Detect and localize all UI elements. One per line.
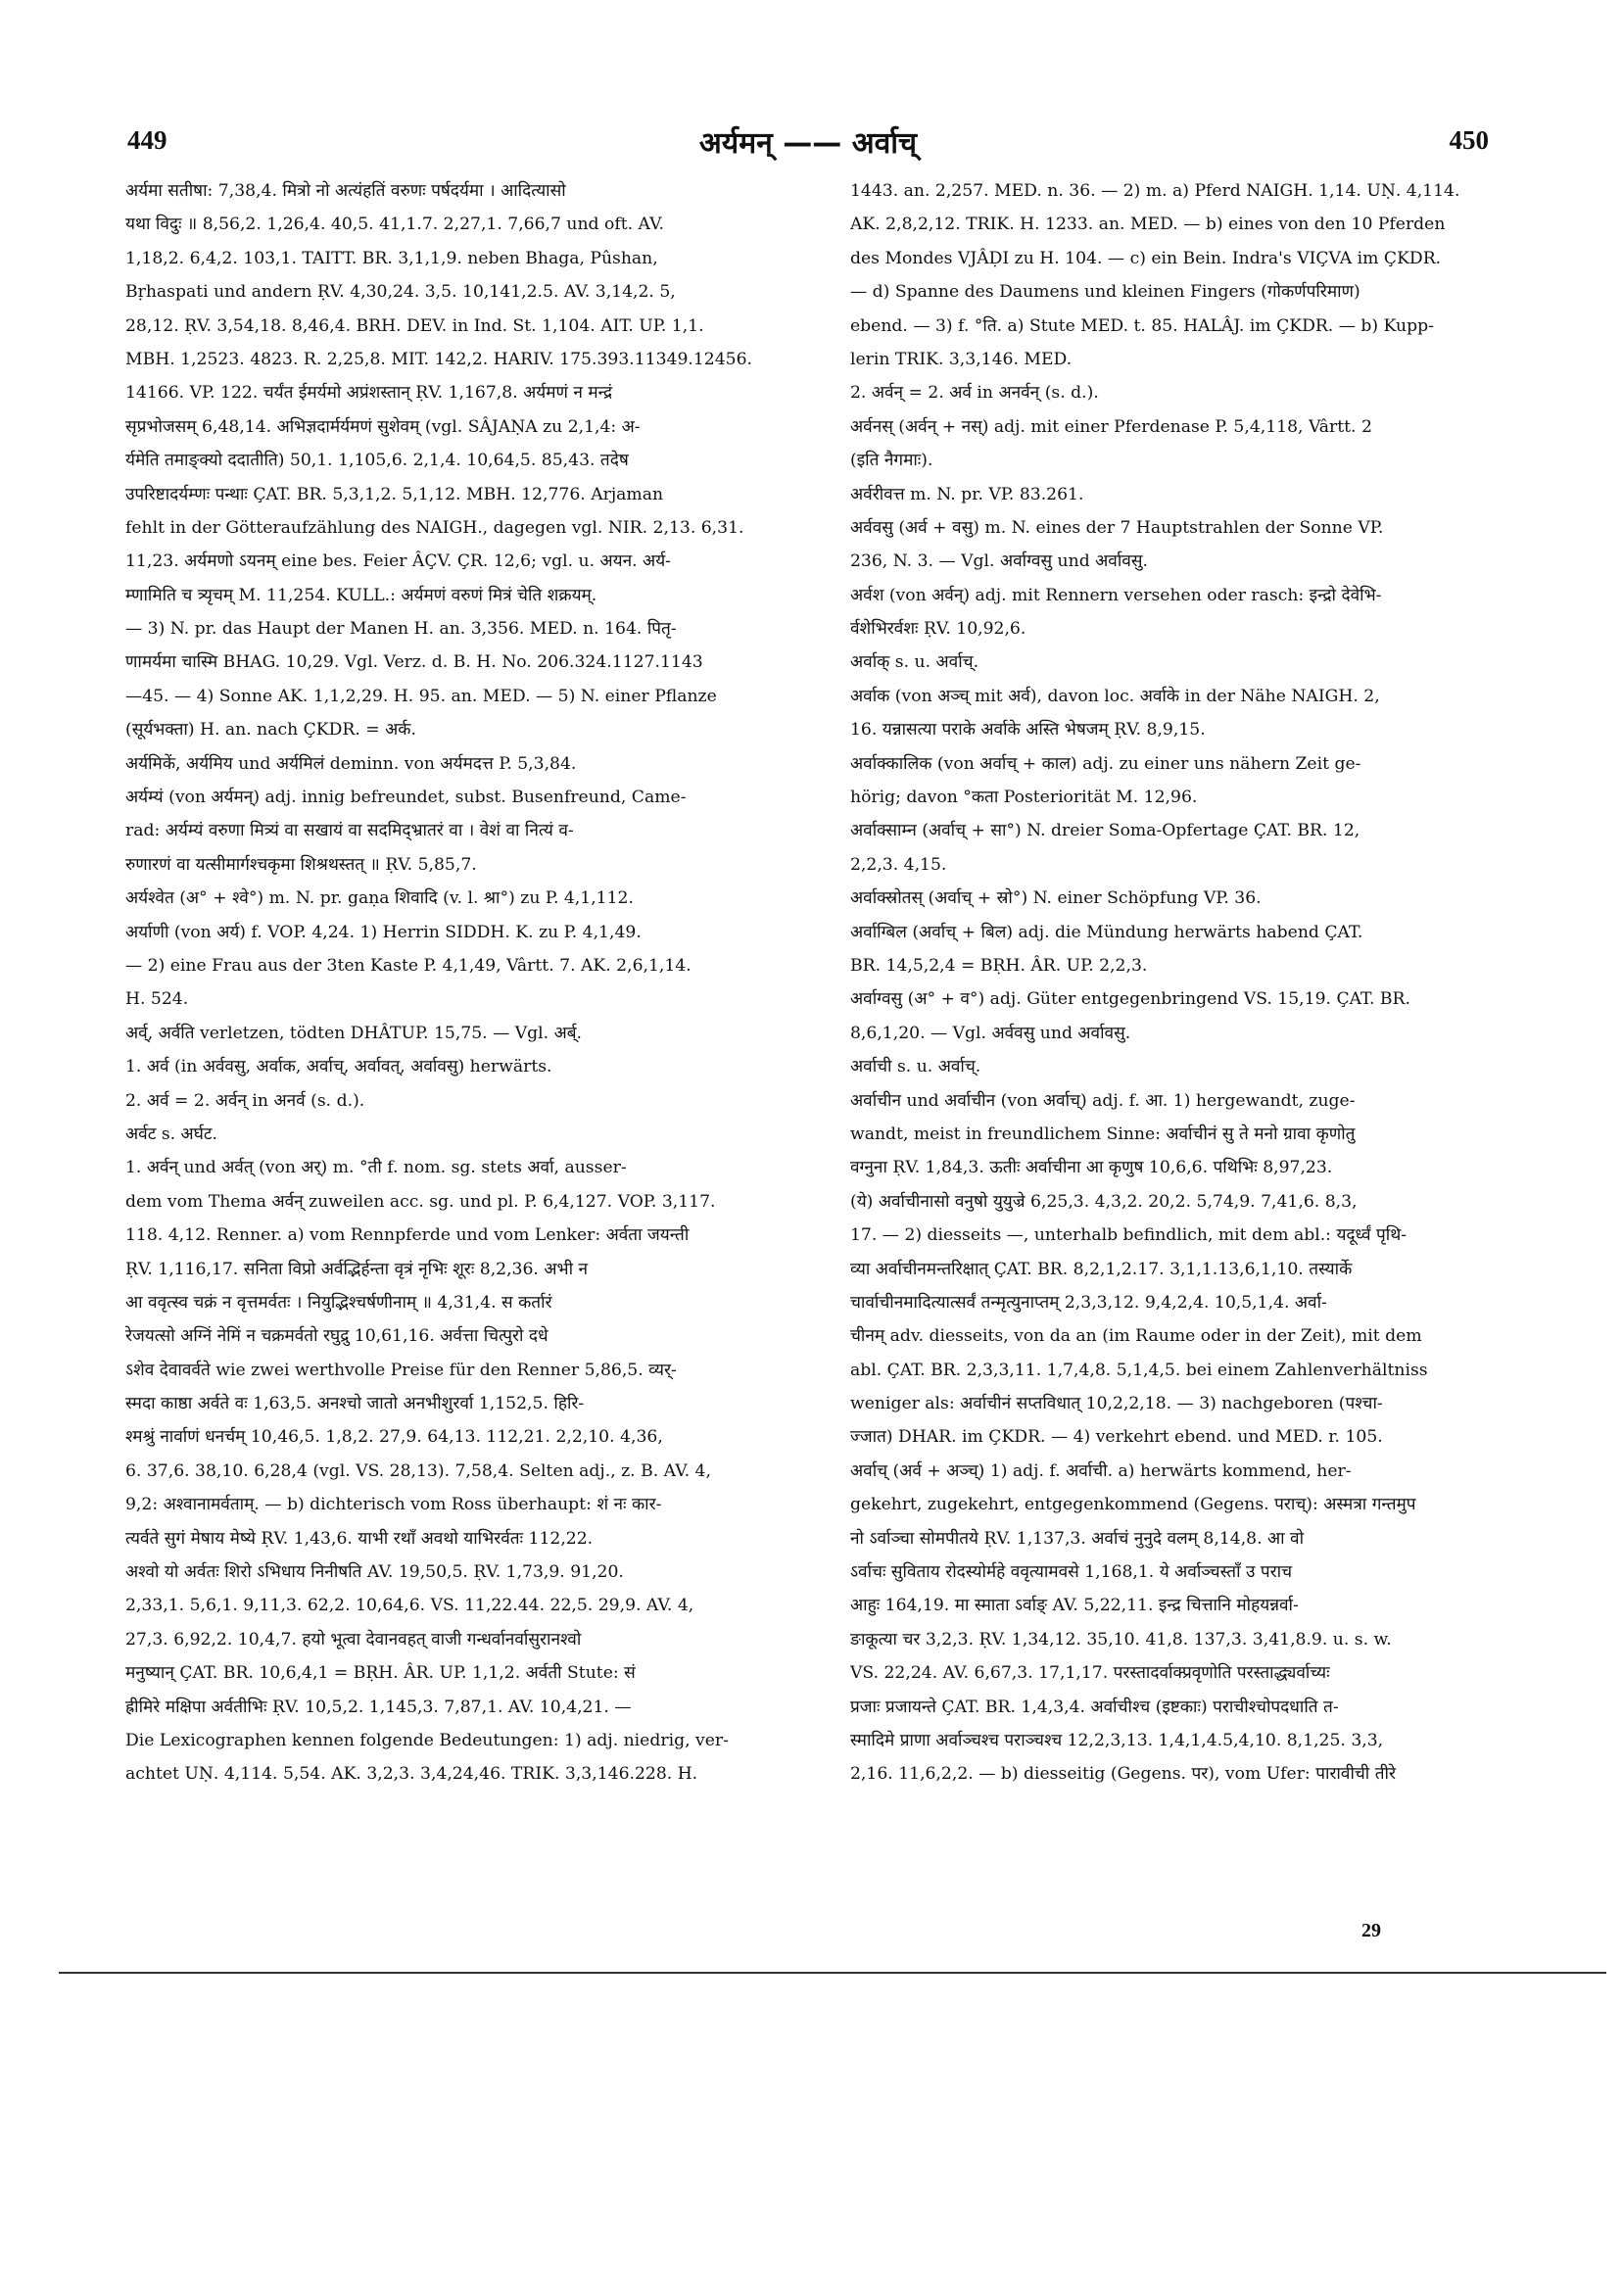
text-line: — 3) N. pr. das Haupt der Manen H. an. 3,356. MED. n. 164. पितृ-	[125, 619, 677, 640]
text-line: त्यर्वते सुगं मेषाय मेष्ये ṚV. 1,43,6. याभी रथाँ अवथो याभिरर्वतः 112,22.	[125, 1528, 594, 1549]
text-line: ज्जात) DHAR. im ÇKDR. — 4) verkehrt ebend. und MED. r. 105.	[850, 1427, 1383, 1448]
text-line: fehlt in der Götteraufzählung des NAIGH., dagegen vgl. NIR. 2,13. 6,31.	[125, 517, 744, 538]
text-line: र्यमेति तमाङ्क्यो ददातीति) 50,1. 1,105,6. 2,1,4. 10,64,5. 85,43. तदेष	[125, 451, 629, 471]
text-line: 6. 37,6. 38,10. 6,28,4 (vgl. VS. 28,13). 7,58,4. Selten adj., z. B. AV. 4,	[125, 1460, 711, 1481]
text-line: ऽशेव देवावर्वते wie zwei werthvolle Preise für den Renner 5,86,5. व्यर्-	[125, 1360, 677, 1380]
text-line: (इति नैगमाः).	[850, 451, 933, 471]
left-column	[125, 174, 816, 1792]
bottom-rule	[59, 1972, 1606, 1974]
text-line: सृप्रभोजसम् 6,48,14. अभिज्ञदार्मर्यमणं सुशेवम् (vgl. SÂJAṆA zu 2,1,4: अ-	[125, 416, 641, 437]
text-line: 1. अर्वन् und अर्वत् (von अर्) m. °ती f. nom. sg. stets अर्वा, ausser-	[125, 1158, 627, 1178]
text-line: 1,18,2. 6,4,2. 103,1. TAITT. BR. 3,1,1,9. neben Bhaga, Pûshan,	[125, 248, 658, 268]
text-line: —45. — 4) Sonne AK. 1,1,2,29. H. 95. an. MED. — 5) N. einer Pflanze	[125, 686, 717, 706]
text-line: abl. ÇAT. BR. 2,3,3,11. 1,7,4,8. 5,1,4,5. bei einem Zahlenverhältniss	[850, 1360, 1428, 1380]
text-line: आहुः 164,19. मा स्माता ऽर्वाङ् AV. 5,22,11. इन्द्र चित्तानि मोहयन्नर्वा-	[850, 1596, 1299, 1616]
text-line: 236, N. 3. — Vgl. अर्वाग्वसु und अर्वावसु.	[850, 551, 1148, 572]
text-line: अर्वश (von अर्वन्) adj. mit Rennern versehen oder rasch: इन्द्रो देवेभि-	[850, 585, 1382, 605]
text-line: wandt, meist in freundlichem Sinne: अर्वाचीनं सु ते मनो ग्रावा कृणोतु	[850, 1124, 1356, 1144]
text-line: अर्ववसु (अर्व + वसु) m. N. eines der 7 Hauptstrahlen der Sonne VP.	[850, 517, 1384, 538]
text-line: स्मदा काष्ठा अर्वते वः 1,63,5. अनश्चो जातो अनभीशुरर्वा 1,152,5. हिरि-	[125, 1394, 585, 1414]
text-line: अर्वाची s. u. अर्वाच्.	[850, 1057, 981, 1077]
text-line: अर्वाग्वसु (अ° + व°) adj. Güter entgegenbringend VS. 15,19. ÇAT. BR.	[850, 989, 1410, 1010]
text-line: व्या अर्वाचीनमन्तरिक्षात् ÇAT. BR. 8,2,1,2.17. 3,1,1.13,6,1,10. तस्यार्के	[850, 1259, 1353, 1279]
text-line: — d) Spanne des Daumens und kleinen Fingers (गोकर्णपरिमाण)	[850, 282, 1360, 303]
text-line: gekehrt, zugekehrt, entgegenkommend (Gegens. पराच्): अस्मत्रा गन्तमुप	[850, 1495, 1416, 1515]
text-line: रेजयत्सो अग्निं नेमिं न चक्रमर्वतो रघुद्रु 10,61,16. अर्वत्ता चित्पुरो दधे	[125, 1326, 549, 1347]
text-line: H. 524.	[125, 989, 189, 1010]
text-line: आ ववृत्स्व चक्रं न वृत्तमर्वतः । नियुद्भिश्चर्षणीनाम् ॥ 4,31,4. स कर्तारं	[125, 1292, 552, 1313]
text-line: weniger als: अर्वाचीनं सप्तविधात् 10,2,2,18. — 3) nachgeboren (पश्चा-	[850, 1394, 1383, 1414]
text-line: ऽर्वाचः सुविताय रोदस्योर्महे ववृत्यामवसे 1,168,1. ये अर्वाञ्चस्ताँ उ पराच	[850, 1562, 1293, 1583]
text-line: AK. 2,8,2,12. TRIK. H. 1233. an. MED. — b) eines von den 10 Pferden	[850, 215, 1446, 235]
text-line: 9,2: अश्वानामर्वताम्. — b) dichterisch vom Ross überhaupt: शं नः कार-	[125, 1495, 662, 1515]
text-line: रुणारणं वा यत्सीमार्गश्चकृमा शिश्रथस्तत् ॥ ṚV. 5,85,7.	[125, 854, 477, 875]
text-line: प्रजाः प्रजायन्ते ÇAT. BR. 1,4,3,4. अर्वाचीश्च (इष्टकाः) पराचीश्चोपदधाति त-	[850, 1697, 1339, 1717]
text-line: अर्यमा सतीषा: 7,38,4. मित्रो नो अत्यंहतिं वरुणः पर्षदर्यमा । आदित्यासो	[125, 181, 566, 201]
right-column	[850, 174, 1528, 1792]
text-line: अश्वो यो अर्वतः शिरो ऽभिधाय निनीषति AV. 19,50,5. ṚV. 1,73,9. 91,20.	[125, 1562, 624, 1583]
text-line: achtet UṆ. 4,114. 5,54. AK. 3,2,3. 3,4,24,46. TRIK. 3,3,146.228. H.	[125, 1764, 698, 1785]
text-line: णामर्यमा चास्मि BHAG. 10,29. Vgl. Verz. d. B. H. No. 206.324.1127.1143	[125, 652, 703, 673]
page-header	[127, 125, 1489, 170]
text-line: 2,2,3. 4,15.	[850, 854, 947, 875]
running-head: अर्यमन् —— अर्वाच्	[698, 126, 918, 161]
text-line: अर्वट s. अर्घट.	[125, 1124, 217, 1144]
text-line: अर्वाक् s. u. अर्वाच्.	[850, 652, 979, 673]
text-line: BR. 14,5,2,4 = BṚH. ÂR. UP. 2,2,3.	[850, 955, 1148, 976]
text-line: 16. यन्नासत्या पराके अर्वाके अस्ति भेषजम् ṚV. 8,9,15.	[850, 720, 1206, 741]
text-line: अर्वाच् (अर्व + अञ्च्) 1) adj. f. अर्वाची. a) herwärts kommend, her-	[850, 1460, 1352, 1481]
text-line: lerin TRIK. 3,3,146. MED.	[850, 349, 1073, 369]
text-line: नो ऽर्वाञ्चा सोमपीतये ṚV. 1,137,3. अर्वाचं नुनुदे वलम् 8,14,8. आ वो	[850, 1528, 1305, 1549]
text-line: अर्वनस् (अर्वन् + नस्) adj. mit einer Pferdenase P. 5,4,118, Vârtt. 2	[850, 416, 1372, 437]
text-line: 2,16. 11,6,2,2. — b) diesseitig (Gegens. पर), vom Ufer: पारावीची तीरे	[850, 1764, 1397, 1785]
text-line: अर्वाक (von अञ्च् mit अर्व), davon loc. अर्वाके in der Nähe NAIGH. 2,	[850, 686, 1380, 706]
signature-mark: 29	[1361, 1920, 1381, 1941]
page-number-left: 449	[127, 125, 167, 155]
text-line: स्मादिमे प्राणा अर्वाञ्चश्च पराञ्चश्च 12,2,3,13. 1,4,1,4.5,4,10. 8,1,25. 3,3,	[850, 1730, 1384, 1750]
text-line: dem vom Thema अर्वन् zuweilen acc. sg. und pl. P. 6,4,127. VOP. 3,117.	[125, 1191, 716, 1212]
text-line: ह्रीमिरे मक्षिपा अर्वतीभिः ṚV. 10,5,2. 1,145,3. 7,87,1. AV. 10,4,21. —	[125, 1697, 632, 1717]
text-line: Bṛhaspati und andern ṚV. 4,30,24. 3,5. 10,141,2.5. AV. 3,14,2. 5,	[125, 282, 676, 303]
text-line: अर्वरीवत्त m. N. pr. VP. 83.261.	[850, 484, 1084, 504]
text-line: 118. 4,12. Renner. a) vom Rennpferde und vom Lenker: अर्वता जयन्ती	[125, 1225, 690, 1246]
text-line: मनुष्यान् ÇAT. BR. 10,6,4,1 = BṚH. ÂR. UP. 1,1,2. अर्वती Stute: सं	[125, 1663, 636, 1684]
text-line: म्णामिति च त्र्यृचम् M. 11,254. KULL.: अर्यमणं वरुणं मित्रं चेति शक्रयम्.	[125, 585, 597, 605]
text-line: des Mondes VJÂḌI zu H. 104. — c) ein Bein. Indra's VIÇVA im ÇKDR.	[850, 248, 1442, 268]
page-number-right: 450	[1449, 125, 1489, 155]
text-line: यथा विदुः ॥ 8,56,2. 1,26,4. 40,5. 41,1.7. 2,27,1. 7,66,7 und oft. AV.	[125, 215, 664, 235]
text-line: ङाकूत्या चर 3,2,3. ṚV. 1,34,12. 35,10. 41,8. 137,3. 3,41,8.9. u. s. w.	[850, 1629, 1392, 1650]
text-line: 2. अर्वन् = 2. अर्व in अनर्वन् (s. d.).	[850, 383, 1099, 404]
text-line: VS. 22,24. AV. 6,67,3. 17,1,17. परस्तादर्वाक्प्रवृणोति परस्ताद्ध्यर्वाच्यः	[850, 1663, 1330, 1684]
text-line: अर्व्, अर्वति verletzen, tödten DHÂTUP. 15,75. — Vgl. अर्ब्.	[125, 1023, 583, 1043]
text-line: (सूर्यभक्ता) H. an. nach ÇKDR. = अर्क.	[125, 720, 416, 741]
text-line: अर्वाक्कालिक (von अर्वाच् + काल) adj. zu einer uns nähern Zeit ge-	[850, 753, 1361, 774]
text-line: 27,3. 6,92,2. 10,4,7. हयो भूत्वा देवानवहत् वाजी गन्धर्वानर्वासुरानश्वो	[125, 1629, 582, 1650]
text-line: वग्नुना ṚV. 1,84,3. ऊतीः अर्वाचीना आ कृणुष 10,6,6. पथिभिः 8,97,23.	[850, 1158, 1333, 1178]
text-line: चार्वाचीनमादित्यात्सर्वं तन्मृत्युनाप्तम् 2,3,3,12. 9,4,2,4. 10,5,1,4. अर्वा-	[850, 1292, 1327, 1313]
text-line: 17. — 2) diesseits —, unterhalb befindlich, mit dem abl.: यदूर्ध्वं पृथि-	[850, 1225, 1407, 1246]
text-line: rad: अर्यम्यं वरुणा मित्र्यं वा सखायं वा सदमिद्भ्रातरं वा । वेशं वा नित्यं व-	[125, 821, 574, 841]
text-line: र्वशेभिरर्वशः ṚV. 10,92,6.	[850, 619, 1026, 640]
text-line: अर्वाक्स्रोतस् (अर्वाच् + स्रो°) N. einer Schöpfung VP. 36.	[850, 888, 1262, 909]
text-line: 11,23. अर्यमणो ऽयनम् eine bes. Feier ÂÇV. ÇR. 12,6; vgl. u. अयन. अर्य-	[125, 551, 671, 572]
text-line: श्मश्रुं नार्वाणं धनर्चम् 10,46,5. 1,8,2. 27,9. 64,13. 112,21. 2,2,10. 4,36,	[125, 1427, 663, 1448]
text-line: अर्वाग्बिल (अर्वाच् + बिल) adj. die Mündung herwärts habend ÇAT.	[850, 922, 1363, 942]
text-line: 28,12. ṚV. 3,54,18. 8,46,4. BRH. DEV. in Ind. St. 1,104. AIT. UP. 1,1.	[125, 315, 704, 336]
text-line: (ये) अर्वाचीनासो वनुषो युयुज्रे 6,25,3. 4,3,2. 20,2. 5,74,9. 7,41,6. 8,3,	[850, 1191, 1358, 1212]
text-line: अर्यमिकें, अर्यमिय und अर्यमिलं deminn. von अर्यमदत्त P. 5,3,84.	[125, 753, 577, 774]
text-line: Die Lexicographen kennen folgende Bedeutungen: 1) adj. niedrig, ver-	[125, 1730, 729, 1750]
text-line: अर्वाचीन und अर्वाचीन (von अर्वाच्) adj. f. आ. 1) hergewandt, zuge-	[850, 1090, 1356, 1111]
text-line: 2,33,1. 5,6,1. 9,11,3. 62,2. 10,64,6. VS. 11,22.44. 22,5. 29,9. AV. 4,	[125, 1596, 694, 1616]
text-line: अर्याणी (von अर्य) f. VOP. 4,24. 1) Herrin SIDDH. K. zu P. 4,1,49.	[125, 922, 642, 942]
text-line: hörig; davon °कता Posteriorität M. 12,96.	[850, 788, 1198, 808]
text-line: 1. अर्व (in अर्ववसु, अर्वाक, अर्वाच्, अर्वावत्, अर्वावसु) herwärts.	[125, 1057, 552, 1077]
text-line: 1443. an. 2,257. MED. n. 36. — 2) m. a) Pferd NAIGH. 1,14. UṆ. 4,114.	[850, 181, 1460, 201]
text-line: 8,6,1,20. — Vgl. अर्ववसु und अर्वावसु.	[850, 1023, 1131, 1043]
text-line: अर्यश्वेत (अ° + श्वे°) m. N. pr. gaṇa शिवादि (v. l. श्रा°) zu P. 4,1,112.	[125, 888, 634, 909]
text-line: ebend. — 3) f. °ति. a) Stute MED. t. 85. HALÂJ. im ÇKDR. — b) Kupp-	[850, 315, 1434, 336]
text-line: अर्यम्यं (von अर्यमन्) adj. innig befreundet, subst. Busenfreund, Came-	[125, 788, 687, 808]
text-line: 2. अर्व = 2. अर्वन् in अनर्व (s. d.).	[125, 1090, 365, 1111]
text-line: चीनम् adv. diesseits, von da an (im Raume oder in der Zeit), mit dem	[850, 1326, 1422, 1347]
text-line: 14166. VP. 122. चर्यंत ईमर्यमो अप्रंशस्तान् ṚV. 1,167,8. अर्यमणं न मन्द्रं	[125, 383, 613, 404]
text-line: — 2) eine Frau aus der 3ten Kaste P. 4,1,49, Vârtt. 7. AK. 2,6,1,14.	[125, 955, 692, 976]
text-line: अर्वाक्साम्न (अर्वाच् + सा°) N. dreier Soma-Opfertage ÇAT. BR. 12,	[850, 821, 1360, 841]
text-line: ṚV. 1,116,17. सनिता विप्रो अर्वद्भिर्हन्ता वृत्रं नृभिः शूरः 8,2,36. अभी न	[125, 1259, 589, 1279]
text-line: उपरिष्टादर्यम्णः पन्थाः ÇAT. BR. 5,3,1,2. 5,1,12. MBH. 12,776. Arjaman	[125, 484, 664, 504]
text-line: MBH. 1,2523. 4823. R. 2,25,8. MIT. 142,2. HARIV. 175.393.11349.12456.	[125, 349, 753, 369]
